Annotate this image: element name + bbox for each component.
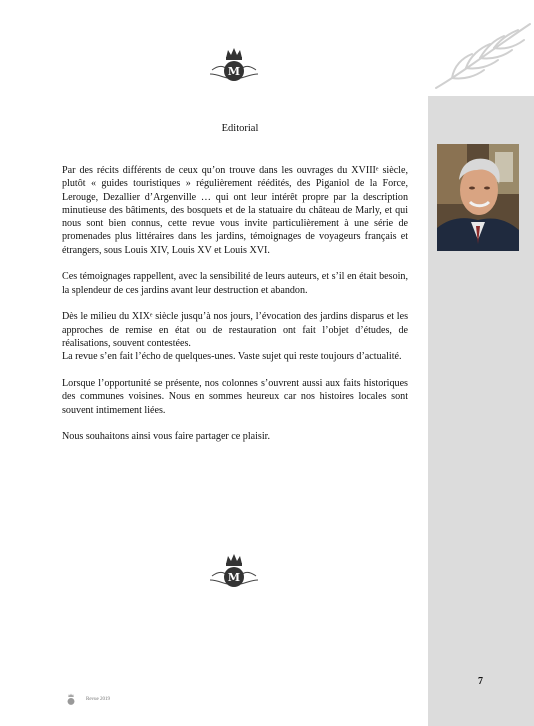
crowned-monogram-icon	[208, 44, 260, 84]
crowned-monogram-small-icon	[62, 692, 80, 706]
crowned-monogram-icon	[208, 550, 260, 590]
palm-leaf-icon	[432, 18, 534, 92]
svg-text:M: M	[227, 65, 241, 78]
author-portrait	[437, 144, 519, 251]
footer-text: Revue 2019	[86, 697, 111, 702]
editorial-body	[62, 164, 408, 457]
paragraph-2: Ces témoignages rappellent, avec la sensibilité de leurs auteurs, et s’il en était besoin, la splendeur de ces jardins avant leur destruction et abandon.	[62, 271, 408, 296]
paragraph-4: Lorsque l’opportunité se présente, nos colonnes s’ouvrent aussi aux faits historiques des communes voisines. Nous en sommes heureux car nos histoires locales sont souvent intimement liées.	[62, 378, 408, 416]
editorial-title: Editorial	[221, 123, 259, 134]
paragraph-1: Par des récits différents de ceux qu’on trouve dans les ouvrages du XVIIIᵉ siècle, plutôt « guides touristiques » régulièrement réédités, des Piganiol de la Force, Lerouge, Dezallier d’Argenville … qui ont leur intérêt propre par la description minutieuse des bâtiments, des bosquets et de la statuaire du château de Marly, et qui nous sont bien connus, cette revue vous invite particulièrement à une série de promenades plus littéraires dans les jardins, témoignages de voyageurs français et étrangers, sous Louis XIV, Louis XV et Louis XVI.	[62, 165, 408, 256]
paragraph-5: Nous souhaitons ainsi vous faire partager ce plaisir.	[62, 431, 270, 443]
page-number: 7	[478, 676, 483, 687]
paragraph-3-continued: La revue s’en fait l’écho de quelques-unes. Vaste sujet qui reste toujours d’actualité.	[62, 351, 402, 363]
svg-text:M: M	[227, 571, 241, 584]
paragraph-3: Dès le milieu du XIXᵉ siècle jusqu’à nos jours, l’évocation des jardins disparus et les approches de remise en état ou de restauration ont fait l’objet d’études, de réalisations, souvent contestées.	[62, 311, 408, 350]
